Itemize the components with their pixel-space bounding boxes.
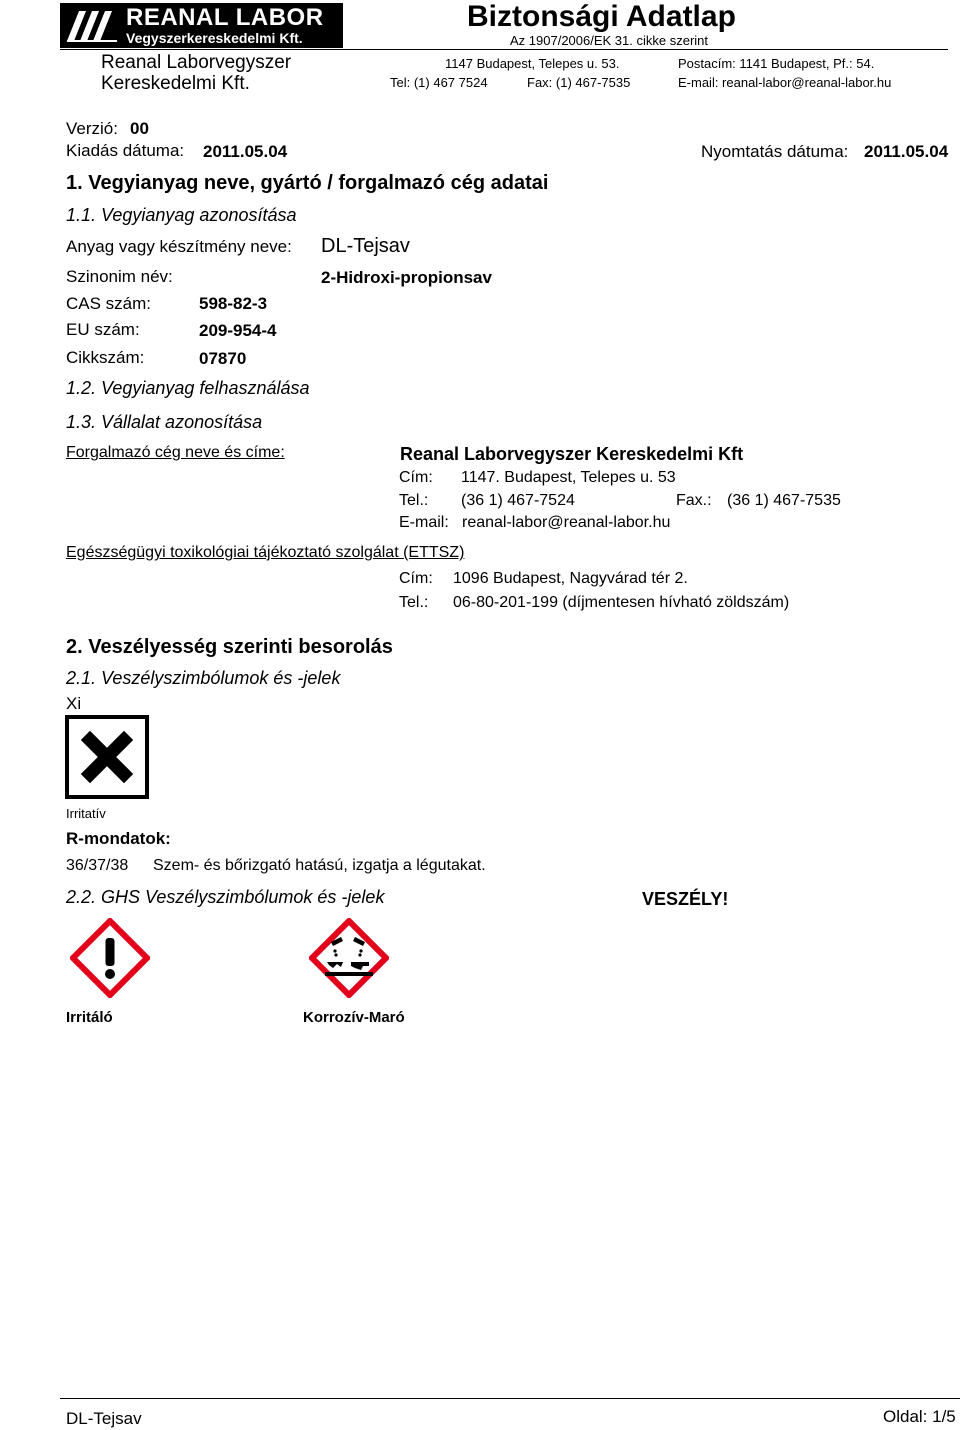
header-divider [60,49,948,50]
r-phrase-text: Szem- és bőrizgató hatású, izgatja a légutakat. [153,857,486,874]
footer-divider [60,1398,960,1399]
symbol-code: Xi [66,694,82,713]
symbol-caption: Irritatív [66,806,106,821]
distributor-email-value: reanal-labor@reanal-labor.hu [462,514,671,531]
r-phrase-code: 36/37/38 [66,857,129,874]
header-fax: Fax: (1) 467-7535 [527,75,631,90]
issue-date-value: 2011.05.04 [203,142,288,161]
ghs-irritant-caption: Irritáló [66,1009,113,1026]
section2-heading: 2. Veszélyesség szerinti besorolás [66,636,393,658]
footer-page-number: Oldal: 1/5 [883,1407,956,1426]
ettsz-label: Egészségügyi toxikológiai tájékoztató szolgálat (ETTSZ) [66,544,465,561]
document-title: Biztonsági Adatlap [467,0,736,33]
distributor-fax-label: Fax.: [676,492,712,509]
header-email: E-mail: reanal-labor@reanal-labor.hu [678,75,892,90]
version-value: 00 [130,119,149,138]
section1-2-heading: 1.2. Vegyianyag felhasználása [66,378,310,398]
distributor-fax-value: (36 1) 467-7535 [727,492,841,509]
company-name-line2: Kereskedelmi Kft. [101,73,250,94]
print-date-value: 2011.05.04 [864,142,949,161]
article-label: Cikkszám: [66,348,145,367]
section1-heading: 1. Vegyianyag neve, gyártó / forgalmazó cég adatai [66,172,549,194]
header-address: 1147 Budapest, Telepes u. 53. [445,56,620,71]
regulation-reference: Az 1907/2006/EK 31. cikke szerint [510,33,709,48]
distributor-address-label: Cím: [399,469,433,486]
synonym-value: 2-Hidroxi-propionsav [321,268,492,287]
company-name-line1: Reanal Laborvegyszer [101,52,292,73]
synonym-label: Szinonim név: [66,267,173,286]
eu-value: 209-954-4 [199,321,277,340]
scales-logo-icon [64,7,120,44]
distributor-tel-value: (36 1) 467-7524 [461,492,575,509]
header-tel: Tel: (1) 467 7524 [390,75,488,90]
footer-product-name: DL-Tejsav [66,1409,142,1428]
version-label: Verzió: [66,119,118,138]
ettsz-address-value: 1096 Budapest, Nagyvárad tér 2. [453,570,688,587]
substance-label: Anyag vagy készítmény neve: [66,237,292,256]
xi-irritant-icon [65,715,149,799]
section1-3-heading: 1.3. Vállalat azonosítása [66,412,263,432]
cas-value: 598-82-3 [199,294,268,313]
eu-label: EU szám: [66,320,140,339]
ettsz-tel-value: 06-80-201-199 (díjmentesen hívható zöldszám) [453,594,790,611]
ghs-corrosive-caption: Korrozív-Maró [303,1009,405,1026]
signal-word: VESZÉLY! [642,889,729,909]
distributor-name: Reanal Laborvegyszer Kereskedelmi Kft [400,444,744,464]
ghs-corrosion-icon [309,918,389,998]
section1-1-heading: 1.1. Vegyianyag azonosítása [66,205,297,225]
issue-date-label: Kiadás dátuma: [66,141,185,160]
cas-label: CAS szám: [66,294,152,313]
ghs-exclamation-icon [70,918,150,998]
company-logo [60,3,343,48]
print-date-label: Nyomtatás dátuma: [701,142,849,161]
article-value: 07870 [199,349,247,368]
r-phrases-label: R-mondatok: [66,829,171,848]
distributor-email-label: E-mail: [399,514,449,531]
logo-subtitle: Vegyszerkereskedelmi Kft. [126,30,303,46]
logo-title: REANAL LABOR [126,4,324,31]
substance-value: DL-Tejsav [321,235,410,257]
section2-1-heading: 2.1. Veszélyszimbólumok és -jelek [66,668,341,688]
section2-2-heading: 2.2. GHS Veszélyszimbólumok és -jelek [66,887,385,907]
ettsz-tel-label: Tel.: [399,594,429,611]
distributor-label: Forgalmazó cég neve és címe: [66,444,285,461]
header-postal: Postacím: 1141 Budapest, Pf.: 54. [678,56,875,71]
distributor-address-value: 1147. Budapest, Telepes u. 53 [461,469,676,486]
ettsz-address-label: Cím: [399,570,433,587]
distributor-tel-label: Tel.: [399,492,429,509]
